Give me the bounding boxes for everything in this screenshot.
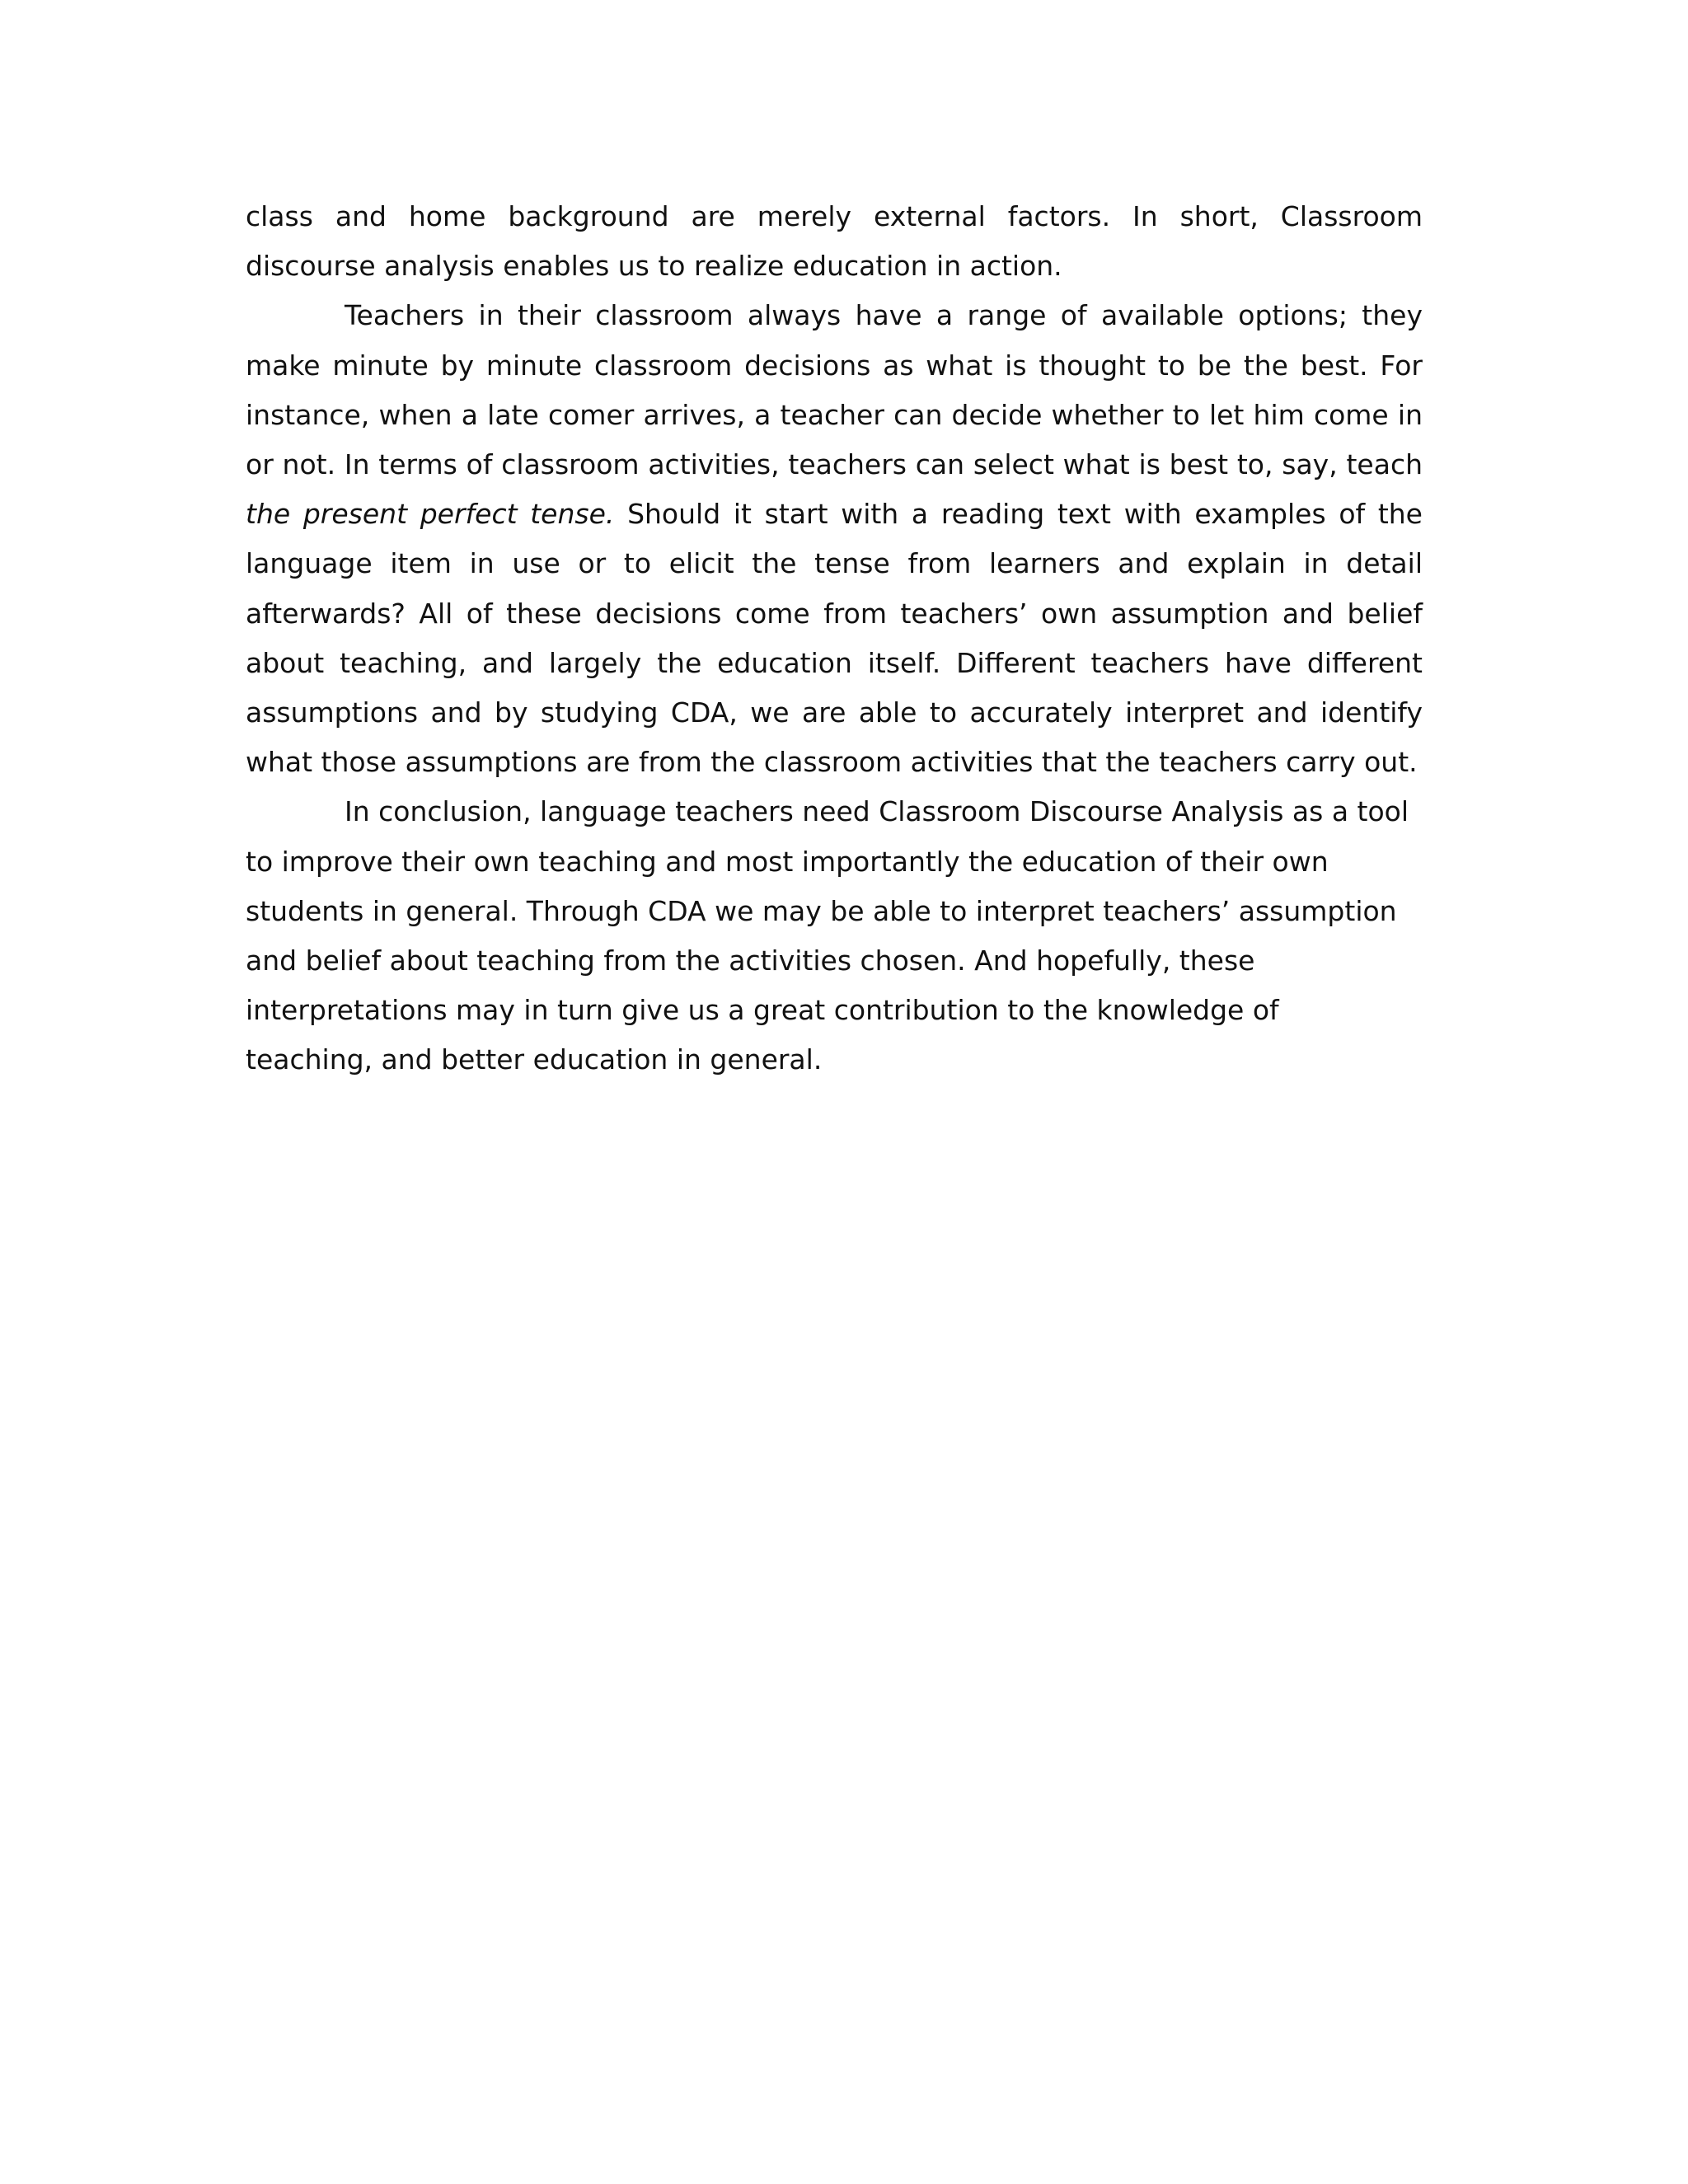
- paragraph-2-italic-phrase: the present perfect tense.: [246, 498, 615, 531]
- paragraph-2-text-before-italic: Teachers in their classroom always have a range of available options; they make minute by minute classroom decisions as what is thought to be the best. For instance, when a late comer arrives, a teacher can decide whether to let him come in or not. In terms of classroom activities, teachers can select what is best to, say, teach: [246, 299, 1423, 481]
- paragraph-2-text-after-italic: Should it start with a reading text with examples of the language item in use or to elicit the tense from learners and explain in detail afterwards? All of these decisions come from teachers’ own assumption and belief about teaching, and largely the education itself. Different teachers have different assumptions and by studying CDA, we are able to accurately interpret and identify what those assumptions are from the classroom activities that the teachers carry out.: [246, 498, 1423, 779]
- paragraph-2: [246, 291, 1423, 787]
- paragraph-1: class and home background are merely external factors. In short, Classroom discourse analysis enables us to realize education in action.: [246, 200, 1423, 283]
- document-body: [246, 192, 1423, 1085]
- paragraph-3: In conclusion, language teachers need Classroom Discourse Analysis as a tool to improve their own teaching and most importantly the education of their own students in general. Through CDA we may be able to interpret teachers’ assumption and belief about teaching from the activities chosen. And hopefully, these interpretations may in turn give us a great contribution to the knowledge of teaching, and better education in general.: [246, 795, 1409, 1076]
